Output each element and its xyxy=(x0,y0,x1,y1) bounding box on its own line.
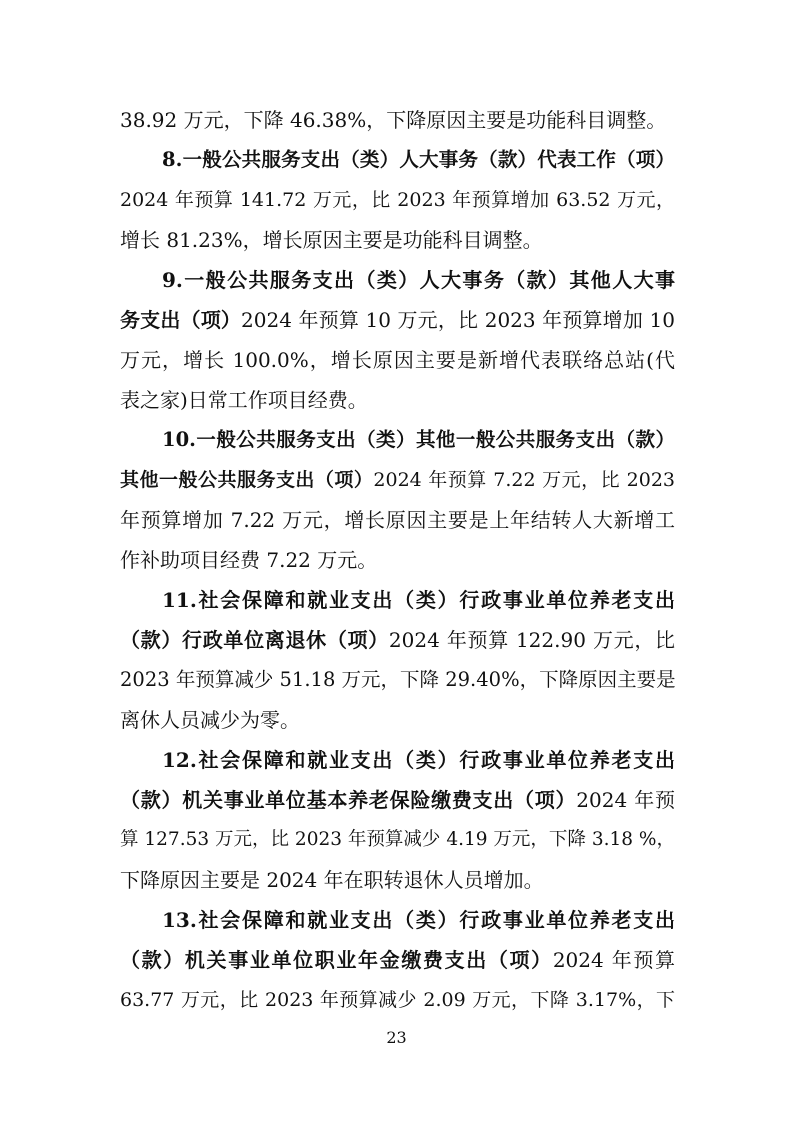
text-line-11 xyxy=(120,500,675,540)
text-line-23 xyxy=(120,980,675,1020)
line-text: 作补助项目经费 7.22 万元。 xyxy=(120,548,378,572)
line-text: 年预算增加 7.22 万元，增长原因主要是上年结转人大新增工 xyxy=(120,508,675,532)
text-line-12 xyxy=(120,540,675,580)
line-bold-text: （款）机关事业单位职业年金缴费支出（项） xyxy=(120,948,553,972)
text-line-6 xyxy=(120,300,675,340)
line-text: 算 127.53 万元，比 2023 年预算减少 4.19 万元，下降 3.18 %， xyxy=(120,829,675,850)
line-text: 万元，增长 100.0%，增长原因主要是新增代表联络总站(代 xyxy=(120,348,675,372)
line-bold-text: 10.一般公共服务支出（类）其他一般公共服务支出（款） xyxy=(162,428,675,451)
line-text: 增长 81.23%，增长原因主要是功能科目调整。 xyxy=(120,228,543,252)
text-line-3 xyxy=(120,180,675,220)
text-line-4 xyxy=(120,220,675,260)
line-text: 2024 年预算 141.72 万元，比 2023 年预算增加 63.52 万元， xyxy=(120,189,675,211)
line-bold-text: 12.社会保障和就业支出（类）行政事业单位养老支出 xyxy=(162,748,675,772)
text-line-20 xyxy=(120,860,675,900)
line-text: 2023 年预算减少 51.18 万元，下降 29.40%，下降原因主要是 xyxy=(120,668,676,691)
line-text: 2024 年预 xyxy=(576,788,675,812)
line-text: 表之家)日常工作项目经费。 xyxy=(120,388,368,412)
line-text: 2024 年预算 122.90 万元，比 xyxy=(388,628,676,652)
heading-item-13 xyxy=(162,900,675,940)
text-line-15 xyxy=(120,660,675,700)
text-line-19 xyxy=(120,820,675,860)
text-line-14 xyxy=(120,620,675,660)
line-text: 2024 年预算 7.22 万元，比 2023 xyxy=(373,469,675,491)
line-text: 38.92 万元，下降 46.38%，下降原因主要是功能科目调整。 xyxy=(120,108,667,132)
heading-item-9 xyxy=(162,260,675,300)
line-text: 离休人员减少为零。 xyxy=(120,708,300,732)
text-line-7 xyxy=(120,340,675,380)
page-number: 23 xyxy=(386,1028,407,1047)
line-bold-text: （款）行政单位离退休（项） xyxy=(120,628,389,652)
line-bold-text: 其他一般公共服务支出（项） xyxy=(120,469,374,491)
text-line-10 xyxy=(120,460,675,500)
text-line-22 xyxy=(120,940,675,980)
line-text: 下降原因主要是 2024 年在职转退休人员增加。 xyxy=(120,868,544,892)
text-line-16 xyxy=(120,700,675,740)
line-text: 2024 年预算 10 万元，比 2023 年预算增加 10 xyxy=(241,308,676,332)
line-bold-text: 务支出（项） xyxy=(120,308,242,332)
heading-item-10 xyxy=(162,420,675,460)
text-line-18 xyxy=(120,780,675,820)
line-bold-text: 11.社会保障和就业支出（类）行政事业单位养老支出 xyxy=(162,588,675,612)
heading-item-8 xyxy=(162,140,675,180)
line-text: 63.77 万元，比 2023 年预算减少 2.09 万元，下降 3.17%，下 xyxy=(120,989,675,1011)
line-bold-text: 8.一般公共服务支出（类）人大事务（款）代表工作（项） xyxy=(162,148,675,171)
line-bold-text: （款）机关事业单位基本养老保险缴费支出（项） xyxy=(120,788,577,812)
text-line-1 xyxy=(120,100,675,140)
heading-item-12 xyxy=(162,740,675,780)
line-text: 2024 年预算 xyxy=(552,948,675,972)
line-bold-text: 13.社会保障和就业支出（类）行政事业单位养老支出 xyxy=(162,908,675,932)
heading-item-11 xyxy=(162,580,675,620)
text-line-8 xyxy=(120,380,675,420)
line-bold-text: 9.一般公共服务支出（类）人大事务（款）其他人大事 xyxy=(162,268,675,292)
